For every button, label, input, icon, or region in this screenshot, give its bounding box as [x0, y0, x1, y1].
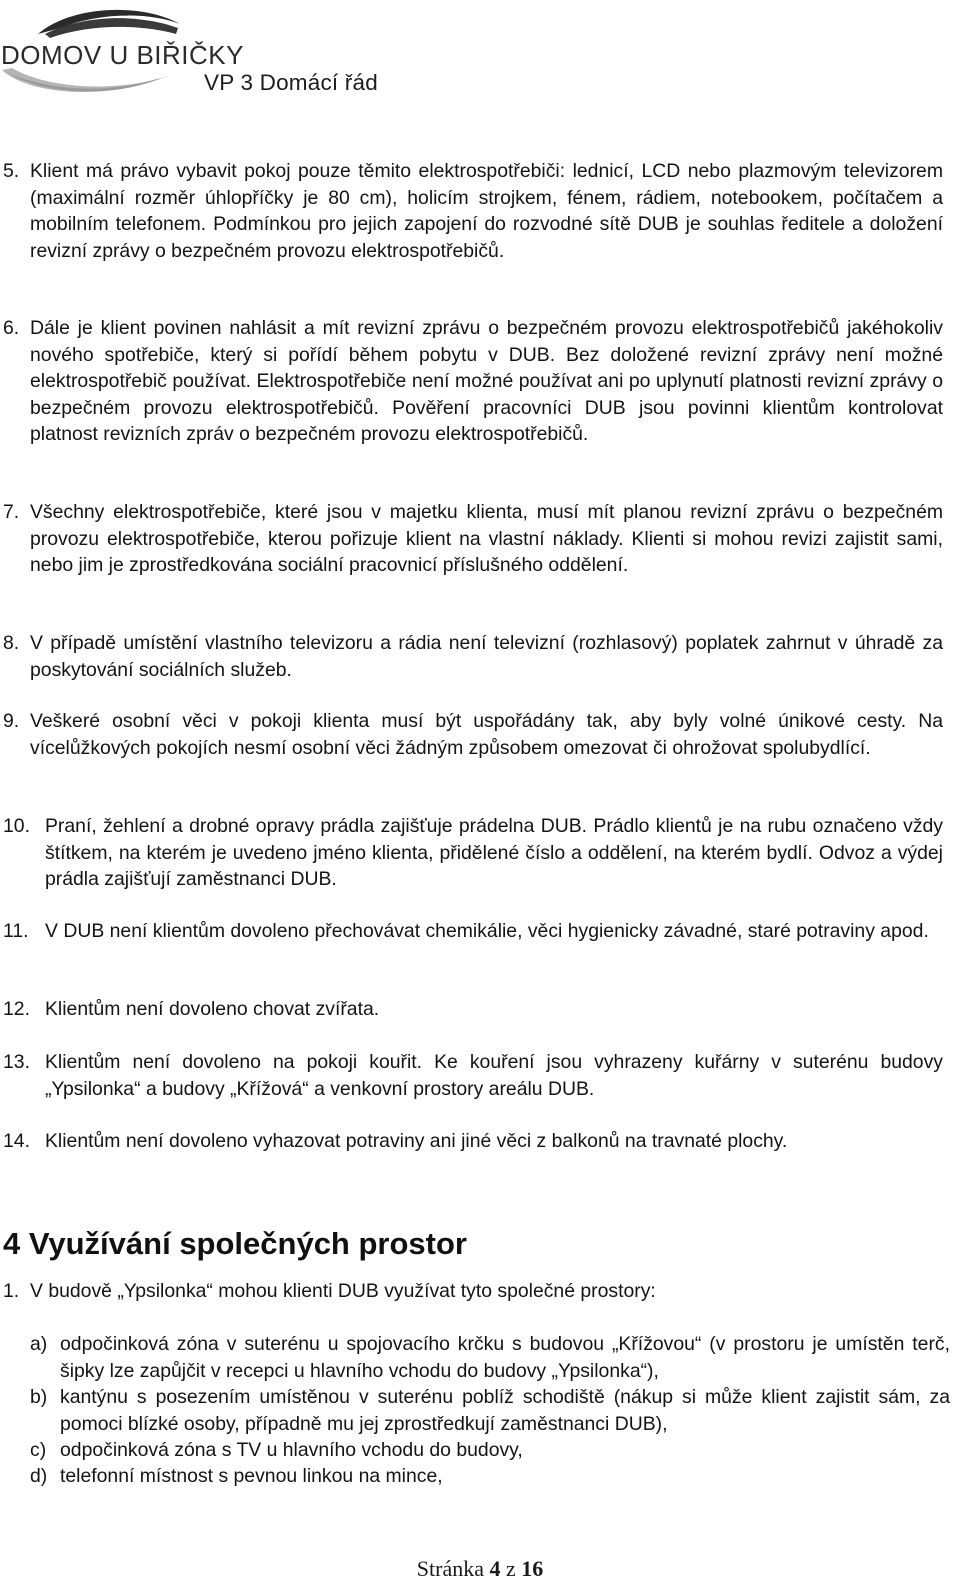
- item-text: Dále je klient povinen nahlásit a mít revizní zprávu o bezpečném provozu elektrospotřebičů jakéhokoliv nového spotřebiče, který si pořídí během pobytu v DUB. Bez doložené revizní zprávy není možné elektrospotřebič používat. Elektrospotřebiče není možné používat ani po uplynutí platnosti revizní zprávy o bezpečném provozu elektrospotřebičů. Pověření pracovníci DUB jsou povinni klientům kontrolovat platnost revizních zpráv o bezpečném provozu elektrospotřebičů.: [30, 317, 943, 445]
- sub-item-text: odpočinková zóna v suterénu u spojovacího krčku s budovou „Křížovou“ (v prostoru je umístěn terč, šipky lze zapůjčit v recepci u hlavního vchodu do budovy „Ypsilonka“),: [60, 1333, 950, 1382]
- item-number: 1.: [3, 1280, 20, 1302]
- sub-list-item: [30, 1437, 950, 1464]
- list-item: [3, 499, 943, 579]
- list-item: [3, 158, 943, 264]
- page-separator: z: [505, 1556, 516, 1581]
- list-item: [3, 1049, 943, 1102]
- item-text: V případě umístění vlastního televizoru a rádia není televizní (rozhlasový) poplatek zahrnut v úhradě za poskytování sociálních služeb.: [30, 632, 943, 681]
- sub-list-item: [30, 1384, 950, 1437]
- item-text: Praní, žehlení a drobné opravy prádla zajišťuje prádelna DUB. Prádlo klientů je na rubu označeno vždy štítkem, na kterém je uvedeno jméno klienta, přidělené číslo a oddělení, na kterém bydlí. Odvoz a výdej prádla zajišťují zaměstnanci DUB.: [45, 815, 943, 890]
- item-number: 7.: [3, 501, 20, 523]
- section-heading: 4 Využívání společných prostor: [3, 1226, 467, 1261]
- list-item: [3, 813, 943, 893]
- current-page-number: 4: [489, 1556, 501, 1581]
- sub-item-text: kantýnu s posezením umístěnou v suterénu poblíž schodiště (nákup si může klient zajistit sám, za pomoci blízké osoby, případně mu jej zprostředkují zaměstnanci DUB),: [60, 1386, 950, 1435]
- item-text: Klientům není dovoleno vyhazovat potraviny ani jiné věci z balkonů na travnaté plochy.: [45, 1130, 788, 1152]
- sub-item-letter: a): [30, 1333, 48, 1355]
- item-number: 5.: [3, 160, 20, 182]
- item-number: 13.: [3, 1051, 30, 1073]
- sub-item-letter: b): [30, 1386, 48, 1408]
- item-text: Klientům není dovoleno na pokoji kouřit. Ke kouření jsou vyhrazeny kuřárny v suterénu budovy „Ypsilonka“ a budovy „Křížová“ a venkovní prostory areálu DUB.: [45, 1051, 943, 1100]
- item-number: 9.: [3, 710, 20, 732]
- sub-list-item: [30, 1463, 950, 1490]
- total-pages-number: 16: [521, 1556, 544, 1581]
- item-text: V budově „Ypsilonka“ mohou klienti DUB využívat tyto společné prostory:: [30, 1280, 656, 1302]
- item-number: 8.: [3, 632, 20, 654]
- item-text: Klient má právo vybavit pokoj pouze těmito elektrospotřebiči: lednicí, LCD nebo plazmovým televizorem (maximální rozměr úhlopříčky je 80 cm), holicím strojkem, fénem, rádiem, notebookem, počítačem a mobilním telefonem. Podmínkou pro jejich zapojení do rozvodné sítě DUB je souhlas ředitele a doložení revizní zprávy o bezpečném provozu elektrospotřebičů.: [30, 160, 943, 262]
- svg-text:DOMOV U BIŘIČKY: DOMOV U BIŘIČKY: [1, 40, 244, 70]
- sub-list-item: [30, 1331, 950, 1384]
- item-number: 10.: [3, 815, 30, 837]
- item-text: V DUB není klientům dovoleno přechovávat chemikálie, věci hygienicky závadné, staré potraviny apod.: [45, 920, 929, 942]
- organization-logo: [0, 4, 244, 100]
- sub-item-letter: c): [30, 1439, 47, 1461]
- document-title: VP 3 Domácí řád: [204, 70, 378, 95]
- list-item: [3, 1128, 943, 1155]
- logo-graphic: [0, 4, 244, 100]
- sub-item-letter: d): [30, 1465, 48, 1487]
- item-number: 6.: [3, 317, 20, 339]
- item-text: Klientům není dovoleno chovat zvířata.: [45, 998, 380, 1020]
- sub-item-text: odpočinková zóna s TV u hlavního vchodu do budovy,: [60, 1439, 523, 1461]
- page-footer: [0, 1556, 960, 1582]
- list-item: [3, 315, 943, 448]
- item-number: 14.: [3, 1130, 30, 1152]
- item-number: 11.: [3, 920, 29, 942]
- list-item: [3, 918, 943, 945]
- sub-item-text: telefonní místnost s pevnou linkou na mince,: [60, 1465, 443, 1487]
- list-item: [3, 1278, 943, 1305]
- item-number: 12.: [3, 998, 30, 1020]
- item-text: Všechny elektrospotřebiče, které jsou v majetku klienta, musí mít planou revizní zprávu o bezpečném provozu elektrospotřebiče, kterou pořizuje klient na vlastní náklady. Klienti si mohou revizi zajistit sami, nebo jim je zprostředkována sociální pracovnicí příslušného oddělení.: [30, 501, 943, 576]
- item-text: Veškeré osobní věci v pokoji klienta musí být uspořádány tak, aby byly volné únikové cesty. Na vícelůžkových pokojích nesmí osobní věci žádným způsobem omezovat či ohrožovat spolubydlící.: [30, 710, 943, 759]
- list-item: [3, 708, 943, 761]
- list-item: [3, 996, 943, 1023]
- page-label: Stránka: [416, 1556, 484, 1581]
- list-item: [3, 630, 943, 683]
